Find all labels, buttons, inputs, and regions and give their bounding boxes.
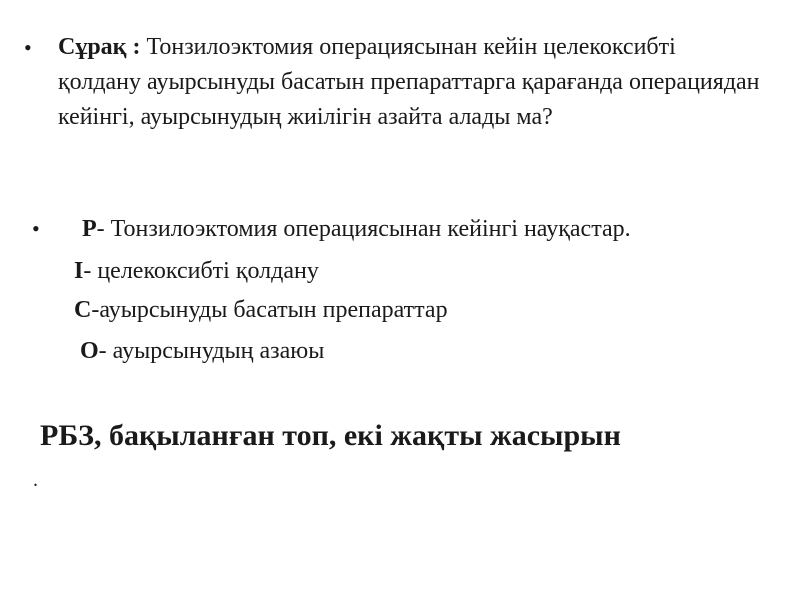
pico-letter-c: С <box>74 297 92 323</box>
question-label: Сұрақ : <box>58 34 141 60</box>
pico-o-line <box>80 336 324 366</box>
pico-i-line <box>74 256 319 286</box>
study-design: РБЗ, бақыланған топ, екі жақты жасырын <box>40 419 621 452</box>
pico-text-p: - Тонзилоэктомия операциясынан кейінгі науқастар. <box>96 216 631 242</box>
pico-c-line <box>74 295 448 325</box>
pico-letter-o: О <box>80 338 99 364</box>
question-block <box>24 30 764 135</box>
question-text-container <box>58 30 764 135</box>
bullet-icon: • <box>24 35 32 60</box>
pico-letter-p: Р <box>82 216 97 242</box>
trailing-dot: . <box>33 469 38 491</box>
pico-p-line <box>82 214 631 244</box>
pico-text-o: - ауырсынудың азаюы <box>98 338 325 364</box>
question-text: Тонзилоэктомия операциясынан кейін целекоксибті қолдану ауырсынуды басатын препараттарга қарағанда операциядан кейінгі, ауырсынудың жиілігін азайта алады ма? <box>58 34 760 130</box>
pico-letter-i: І <box>74 258 84 284</box>
pico-text-c: -ауырсынуды басатын препараттар <box>91 297 448 323</box>
pico-text-i: - целекоксибті қолдану <box>83 258 319 284</box>
bullet-icon: • <box>32 216 40 241</box>
